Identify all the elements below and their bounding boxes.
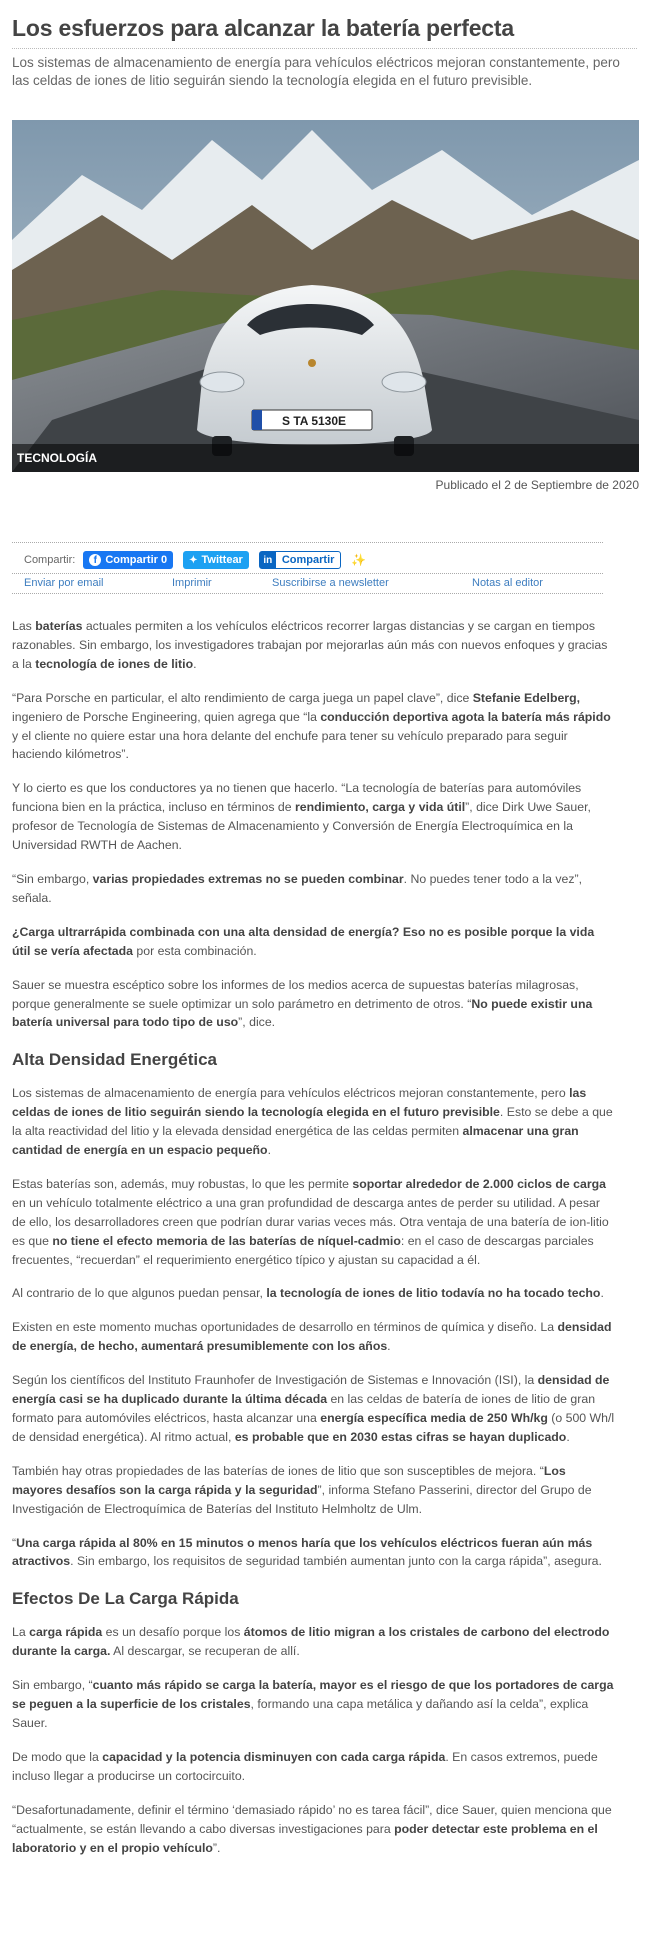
- section-heading: Alta Densidad Energética: [12, 1050, 218, 1070]
- article-paragraph: [12, 1318, 616, 1356]
- text-run: De modo que la: [12, 1749, 103, 1764]
- text-run: . En casos extremos, puede incluso llegar a producirse un cortocircuito.: [12, 1749, 598, 1783]
- article-paragraph: [12, 1748, 616, 1786]
- text-run: .: [387, 1339, 391, 1354]
- text-run: Según los científicos del Instituto Fraunhofer de Investigación de Sistemas e Innovación (ISI), la: [12, 1373, 538, 1388]
- license-plate: S TA 5130E: [281, 414, 347, 428]
- text-run: . Esto se debe a que la alta reactividad del litio y la elevada densidad energética de las celdas permiten: [12, 1105, 613, 1139]
- text-run: Al descargar, se recuperan de allí.: [110, 1644, 300, 1659]
- email-link[interactable]: Enviar por email: [24, 577, 104, 589]
- twitter-share-label: Twittear: [201, 554, 243, 566]
- text-run: en un vehículo totalmente eléctrico a una gran profundidad de descarga antes de perder su utilidad. A pesar de ello, los desarrolladores creen que podrían durar varias veces más. Otra ventaja de una batería de ion-litio es que: [12, 1195, 609, 1248]
- text-run: Estas baterías son, además, muy robustas, lo que les permite: [12, 1176, 353, 1191]
- rss-icon[interactable]: ✨: [351, 553, 367, 567]
- text-run: Y lo cierto es que los conductores ya no tienen que hacerlo. “La tecnología de baterías para automóviles funciona bien en la práctica, incluso en términos de: [12, 781, 582, 815]
- text-run: ”, dice Dirk Uwe Sauer, profesor de Tecnología de Sistemas de Almacenamiento y Conversión de Energía Electroquímica en la Universidad RWTH de Aachen.: [12, 800, 591, 853]
- text-run: (o 500 Wh/l de densidad energética). Al ritmo actual,: [12, 1411, 615, 1444]
- bold-text: Los mayores desafíos son la carga rápida y la seguridad: [12, 1463, 566, 1497]
- bold-text: baterías: [35, 619, 83, 633]
- twitter-share-button[interactable]: [183, 551, 249, 569]
- share-divider-bottom: [12, 593, 603, 594]
- bold-text: carga rápida: [29, 1625, 103, 1640]
- bold-text: poder detectar este problema en el laboratorio y en el propio vehículo: [12, 1821, 598, 1855]
- text-run: Sauer se muestra escéptico sobre los informes de los medios acerca de supuestas baterías milagrosas, porque generalmente se suele optimizar un solo parámetro en detrimento de otros. “: [12, 977, 579, 1011]
- bold-text: rendimiento, carga y vida útil: [295, 800, 466, 815]
- share-label: Compartir:: [24, 554, 76, 566]
- text-run: .: [566, 1429, 570, 1444]
- editor-notes-link[interactable]: Notas al editor: [472, 577, 543, 589]
- category-tag[interactable]: TECNOLOGÍA: [12, 444, 639, 472]
- article-paragraph: [12, 1623, 616, 1661]
- text-run: .: [267, 1143, 271, 1158]
- text-run: .: [600, 1286, 604, 1301]
- text-run: ingeniero de Porsche Engineering, quien agrega que “la: [12, 709, 321, 724]
- text-run: “Para Porsche en particular, el alto rendimiento de carga juega un papel clave”, dice: [12, 690, 473, 705]
- text-run: y el cliente no quiere estar una hora delante del enchufe para tener su vehículo preparado para seguir haciendo kilómetros”.: [12, 728, 568, 762]
- bold-text: soportar alrededor de 2.000 ciclos de carga: [352, 1176, 606, 1191]
- text-run: . Sin embargo, los requisitos de seguridad también aumentan junto con la carga rápida”, asegura.: [70, 1554, 602, 1569]
- article-paragraph: [12, 689, 616, 765]
- facebook-icon: f: [89, 554, 101, 566]
- facebook-share-button[interactable]: [83, 551, 173, 569]
- bold-text: conducción deportiva agota la batería más rápido: [320, 709, 611, 724]
- bold-text: varias propiedades extremas no se pueden combinar: [92, 871, 404, 886]
- text-run: “Desafortunadamente, definir el término ‘demasiado rápido’ no es tarea fácil”, dice Sauer, quien menciona que “actualmente, se están llevando a cabo diversas investigaciones para: [12, 1802, 612, 1836]
- linkedin-share-label: Compartir: [281, 554, 335, 566]
- title-divider: [12, 48, 637, 49]
- car-photo: [12, 120, 639, 472]
- page-title: Los esfuerzos para alcanzar la batería perfecta: [12, 15, 514, 41]
- article-paragraph: [12, 976, 616, 1033]
- section-heading: Efectos De La Carga Rápida: [12, 1589, 239, 1609]
- article-paragraph: [12, 923, 616, 961]
- print-link[interactable]: Imprimir: [172, 577, 212, 589]
- bold-text: No puede existir una batería universal para todo tipo de uso: [12, 996, 593, 1030]
- text-run: es un desafío porque los: [102, 1625, 244, 1640]
- bold-text: átomos de litio migran a los cristales de carbono del electrodo durante la carga.: [12, 1625, 610, 1659]
- text-run: en las celdas de batería de iones de litio de gran formato para automóviles eléctricos, hasta alcanzar una: [12, 1392, 596, 1425]
- bold-text: densidad de energía, de hecho, aumentará presumiblemente con los años: [12, 1320, 612, 1354]
- facebook-share-label: Compartir 0: [105, 554, 168, 566]
- article-paragraph: [12, 779, 616, 855]
- twitter-icon: ✦: [189, 554, 198, 566]
- newsletter-link[interactable]: Suscribirse a newsletter: [272, 577, 389, 589]
- bold-text: ¿Carga ultrarrápida combinada con una alta densidad de energía? Eso no es posible porque la vida útil se vería afectada: [12, 924, 595, 958]
- bold-text: las celdas de iones de litio seguirán siendo la tecnología elegida en el futuro previsible: [12, 1086, 587, 1120]
- text-run: .: [193, 656, 197, 671]
- article-paragraph: [12, 1462, 616, 1519]
- article-paragraph: [12, 1371, 616, 1447]
- text-run: “: [12, 1535, 17, 1550]
- linkedin-share-button[interactable]: [259, 551, 342, 569]
- bold-text: densidad de energía casi se ha duplicado durante la última década: [12, 1373, 610, 1407]
- article-paragraph: [12, 1175, 616, 1270]
- article-paragraph: [12, 1084, 616, 1160]
- text-run: Existen en este momento muchas oportunidades de desarrollo en términos de química y diseño. La: [12, 1320, 558, 1335]
- article-paragraph: [12, 1534, 616, 1572]
- text-run: ”, dice.: [238, 1015, 276, 1030]
- hero-image: [12, 120, 639, 472]
- text-run: La: [12, 1625, 30, 1640]
- bold-text: Una carga rápida al 80% en 15 minutos o menos haría que los vehículos eléctricos fueran aún más atractivos: [12, 1535, 593, 1569]
- text-run: : en el caso de descargas parciales frecuentes, “recuerdan” el requerimiento energético típico y ajustan su capacidad a él.: [12, 1233, 594, 1267]
- share-bar: [24, 551, 366, 569]
- share-divider-middle: [12, 573, 603, 574]
- bold-text: Stefanie Edelberg,: [472, 690, 581, 705]
- text-run: actuales permiten a los vehículos eléctricos recorrer largas distancias y se cargan en tiempos razonables. Sin embargo, los investigadores trabajan por mejorarlas aún más con nuevos enfoques y gracias a la: [12, 619, 608, 671]
- article-paragraph: [12, 870, 616, 908]
- lead-paragraph: Los sistemas de almacenamiento de energía para vehículos eléctricos mejoran constantemente, pero las celdas de iones de litio seguirán siendo la tecnología elegida en el futuro previsible.: [12, 55, 620, 88]
- text-run: ”.: [212, 1840, 221, 1855]
- text-run: Sin embargo, “: [12, 1678, 93, 1693]
- bold-text: capacidad y la potencia disminuyen con cada carga rápida: [102, 1749, 446, 1764]
- bold-text: cuanto más rápido se carga la batería, mayor es el riesgo de que los portadores de carga se peguen a la superficie de los cristales: [12, 1678, 614, 1712]
- bold-text: energía específica media de 250 Wh/kg: [320, 1411, 548, 1425]
- text-run: . No puedes tener todo a la vez”, señala.: [12, 871, 583, 905]
- article-paragraph: [12, 1676, 616, 1733]
- text-run: También hay otras propiedades de las baterías de iones de litio que son susceptibles de mejora. “: [12, 1463, 544, 1478]
- text-run: Al contrario de lo que algunos puedan pensar,: [12, 1286, 267, 1301]
- text-run: Los sistemas de almacenamiento de energía para vehículos eléctricos mejoran constantemente, pero: [12, 1086, 570, 1101]
- linkedin-icon: in: [260, 552, 276, 568]
- bold-text: no tiene el efecto memoria de las baterías de níquel-cadmio: [52, 1233, 401, 1248]
- article-paragraph: [12, 617, 616, 674]
- bold-text: almacenar una gran cantidad de energía en un espacio pequeño: [12, 1124, 579, 1158]
- text-run: por esta combinación.: [132, 943, 257, 958]
- article-body: [12, 617, 616, 1872]
- article-paragraph: [12, 1284, 616, 1303]
- publish-date: Publicado el 2 de Septiembre de 2020: [435, 478, 639, 492]
- bold-text: la tecnología de iones de litio todavía no ha tocado techo: [266, 1286, 601, 1301]
- text-run: , formando una capa metálica y dañando así la celda”, explica Sauer.: [12, 1697, 589, 1730]
- bold-text: es probable que en 2030 estas cifras se hayan duplicado: [234, 1429, 567, 1444]
- article-paragraph: [12, 1801, 616, 1858]
- share-divider-top: [12, 542, 603, 543]
- text-run: “Sin embargo,: [12, 871, 93, 886]
- text-run: ”, informa Stefano Passerini, director del Grupo de Investigación de Electroquímica de Baterías del Instituto Helmholtz de Ulm.: [12, 1482, 592, 1516]
- text-run: Las: [12, 619, 36, 633]
- bold-text: tecnología de iones de litio: [35, 656, 194, 671]
